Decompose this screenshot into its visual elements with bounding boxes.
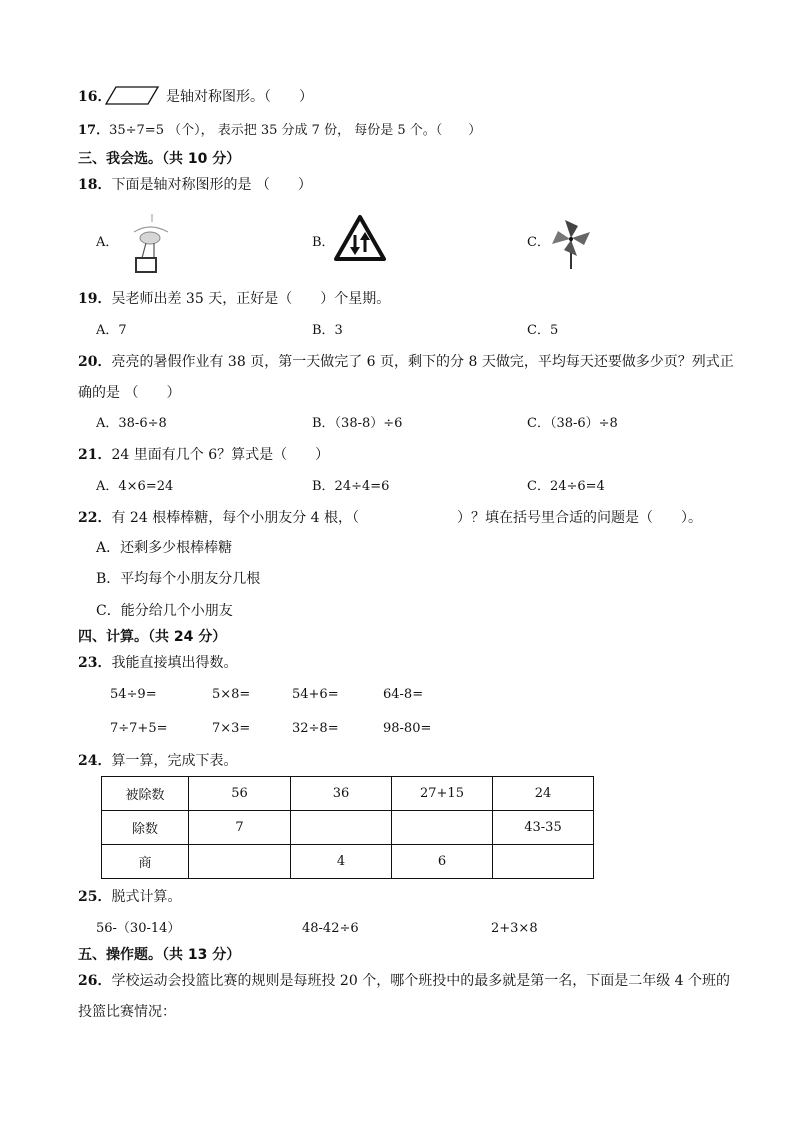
q23-line [78, 654, 237, 672]
q22-line [78, 509, 702, 527]
q18-option-b-label: B． [312, 235, 335, 250]
q26-text-2: 投篮比赛情况： [78, 1004, 176, 1020]
two-way-traffic-sign-icon [334, 214, 386, 262]
q18-option-c-label: C． [527, 235, 550, 250]
q16-number: 16． [78, 89, 112, 105]
table-cell: 27+15 [392, 777, 493, 811]
q26-line-1 [78, 972, 730, 990]
q18-line [78, 176, 312, 194]
q19-option-a: A．7 [96, 323, 127, 338]
q25-item: 48-42÷6 [302, 921, 359, 936]
q20-option-a: A．38-6÷8 [96, 416, 167, 431]
q17-number: 17． [78, 123, 110, 138]
q19-option-b: B．3 [312, 323, 343, 338]
table-cell: 43-35 [493, 811, 594, 845]
table-cell: 7 [189, 811, 291, 845]
q21-option-a: A．4×6=24 [96, 479, 174, 494]
q20-text-1: 亮亮的暑假作业有 38 页，第一天做完了 6 页，剩下的分 8 天做完，平均每天还要做多少页？列式正 [111, 354, 734, 370]
q23-item: 32÷8= [292, 721, 339, 736]
q19-text: 吴老师出差 35 天，正好是（ ）个星期。 [111, 291, 391, 307]
q23-item: 54+6= [292, 687, 339, 702]
q21-option-b: B．24÷4=6 [312, 479, 390, 494]
section-5-title: 五、操作题。（共 13 分） [78, 947, 241, 963]
q24-table [101, 776, 594, 879]
q23-item: 98-80= [383, 721, 432, 736]
q25-number: 25． [78, 889, 112, 905]
q24-text: 算一算，完成下表。 [111, 753, 238, 769]
q23-item: 7÷7+5= [110, 721, 168, 736]
table-cell: 除数 [102, 811, 189, 845]
q21-text: 24 里面有几个 6？算式是（ ） [111, 447, 330, 463]
q18-text: 下面是轴对称图形的是 （ ） [111, 177, 312, 193]
q16-text: 是轴对称图形。（ ） [166, 89, 313, 105]
table-cell[interactable] [291, 811, 392, 845]
q22-option-c: C．能分给几个小朋友 [96, 603, 233, 619]
table-cell[interactable] [392, 811, 493, 845]
table-cell[interactable] [493, 845, 594, 879]
q23-item: 5×8= [212, 687, 251, 702]
table-row [102, 777, 594, 811]
q26-number: 26． [78, 973, 112, 989]
q20-text-2: 确的是 （ ） [78, 385, 181, 401]
q25-item: 56-（30-14） [96, 921, 181, 936]
q20-option-b: B．（38-8）÷6 [312, 416, 403, 431]
q24-line [78, 752, 237, 770]
q25-text: 脱式计算。 [111, 889, 182, 905]
q23-item: 7×3= [212, 721, 251, 736]
q20-line-1 [78, 353, 734, 371]
table-cell: 4 [291, 845, 392, 879]
pinwheel-icon [550, 216, 594, 270]
q18-option-a-label: A． [96, 235, 119, 250]
q19-number: 19． [78, 291, 112, 307]
q23-item: 54÷9= [110, 687, 157, 702]
hot-air-balloon-icon [128, 212, 172, 274]
table-cell[interactable] [189, 845, 291, 879]
table-row [102, 845, 594, 879]
table-cell: 6 [392, 845, 493, 879]
section-3-title: 三、我会选。（共 10 分） [78, 151, 241, 167]
parallelogram-icon [104, 86, 160, 106]
q21-line [78, 446, 329, 464]
q22-option-b: B．平均每个小朋友分几根 [96, 571, 261, 587]
table-cell: 商 [102, 845, 189, 879]
q22-option-a: A．还剩多少根棒棒糖 [96, 540, 233, 556]
q26-text-1: 学校运动会投篮比赛的规则是每班投 20 个，哪个班投中的最多就是第一名，下面是二年级 4 个班的 [111, 973, 731, 989]
table-cell: 56 [189, 777, 291, 811]
table-row [102, 811, 594, 845]
q20-option-c: C．（38-6）÷8 [527, 416, 618, 431]
q18-number: 18． [78, 177, 112, 193]
q22-number: 22． [78, 510, 112, 526]
q21-option-c: C．24÷6=4 [527, 479, 605, 494]
q17-text: 35÷7=5 （个）， 表示把 35 分成 7 份， 每份是 5 个。（ ） [109, 123, 482, 138]
q23-number: 23． [78, 655, 112, 671]
table-cell: 24 [493, 777, 594, 811]
table-cell: 36 [291, 777, 392, 811]
q25-line [78, 888, 181, 906]
q19-line [78, 290, 390, 308]
q23-text: 我能直接填出得数。 [111, 655, 238, 671]
section-4-title: 四、计算。（共 24 分） [78, 629, 227, 645]
table-cell: 被除数 [102, 777, 189, 811]
q20-number: 20． [78, 354, 112, 370]
q21-number: 21． [78, 447, 112, 463]
q25-item: 2+3×8 [491, 921, 538, 936]
q22-text: 有 24 根棒棒糖，每个小朋友分 4 根，（ ）？填在括号里合适的问题是（ ）。 [111, 510, 703, 526]
q23-item: 64-8= [383, 687, 424, 702]
q19-option-c: C．5 [527, 323, 559, 338]
q24-number: 24． [78, 753, 112, 769]
q17-line [78, 122, 481, 140]
